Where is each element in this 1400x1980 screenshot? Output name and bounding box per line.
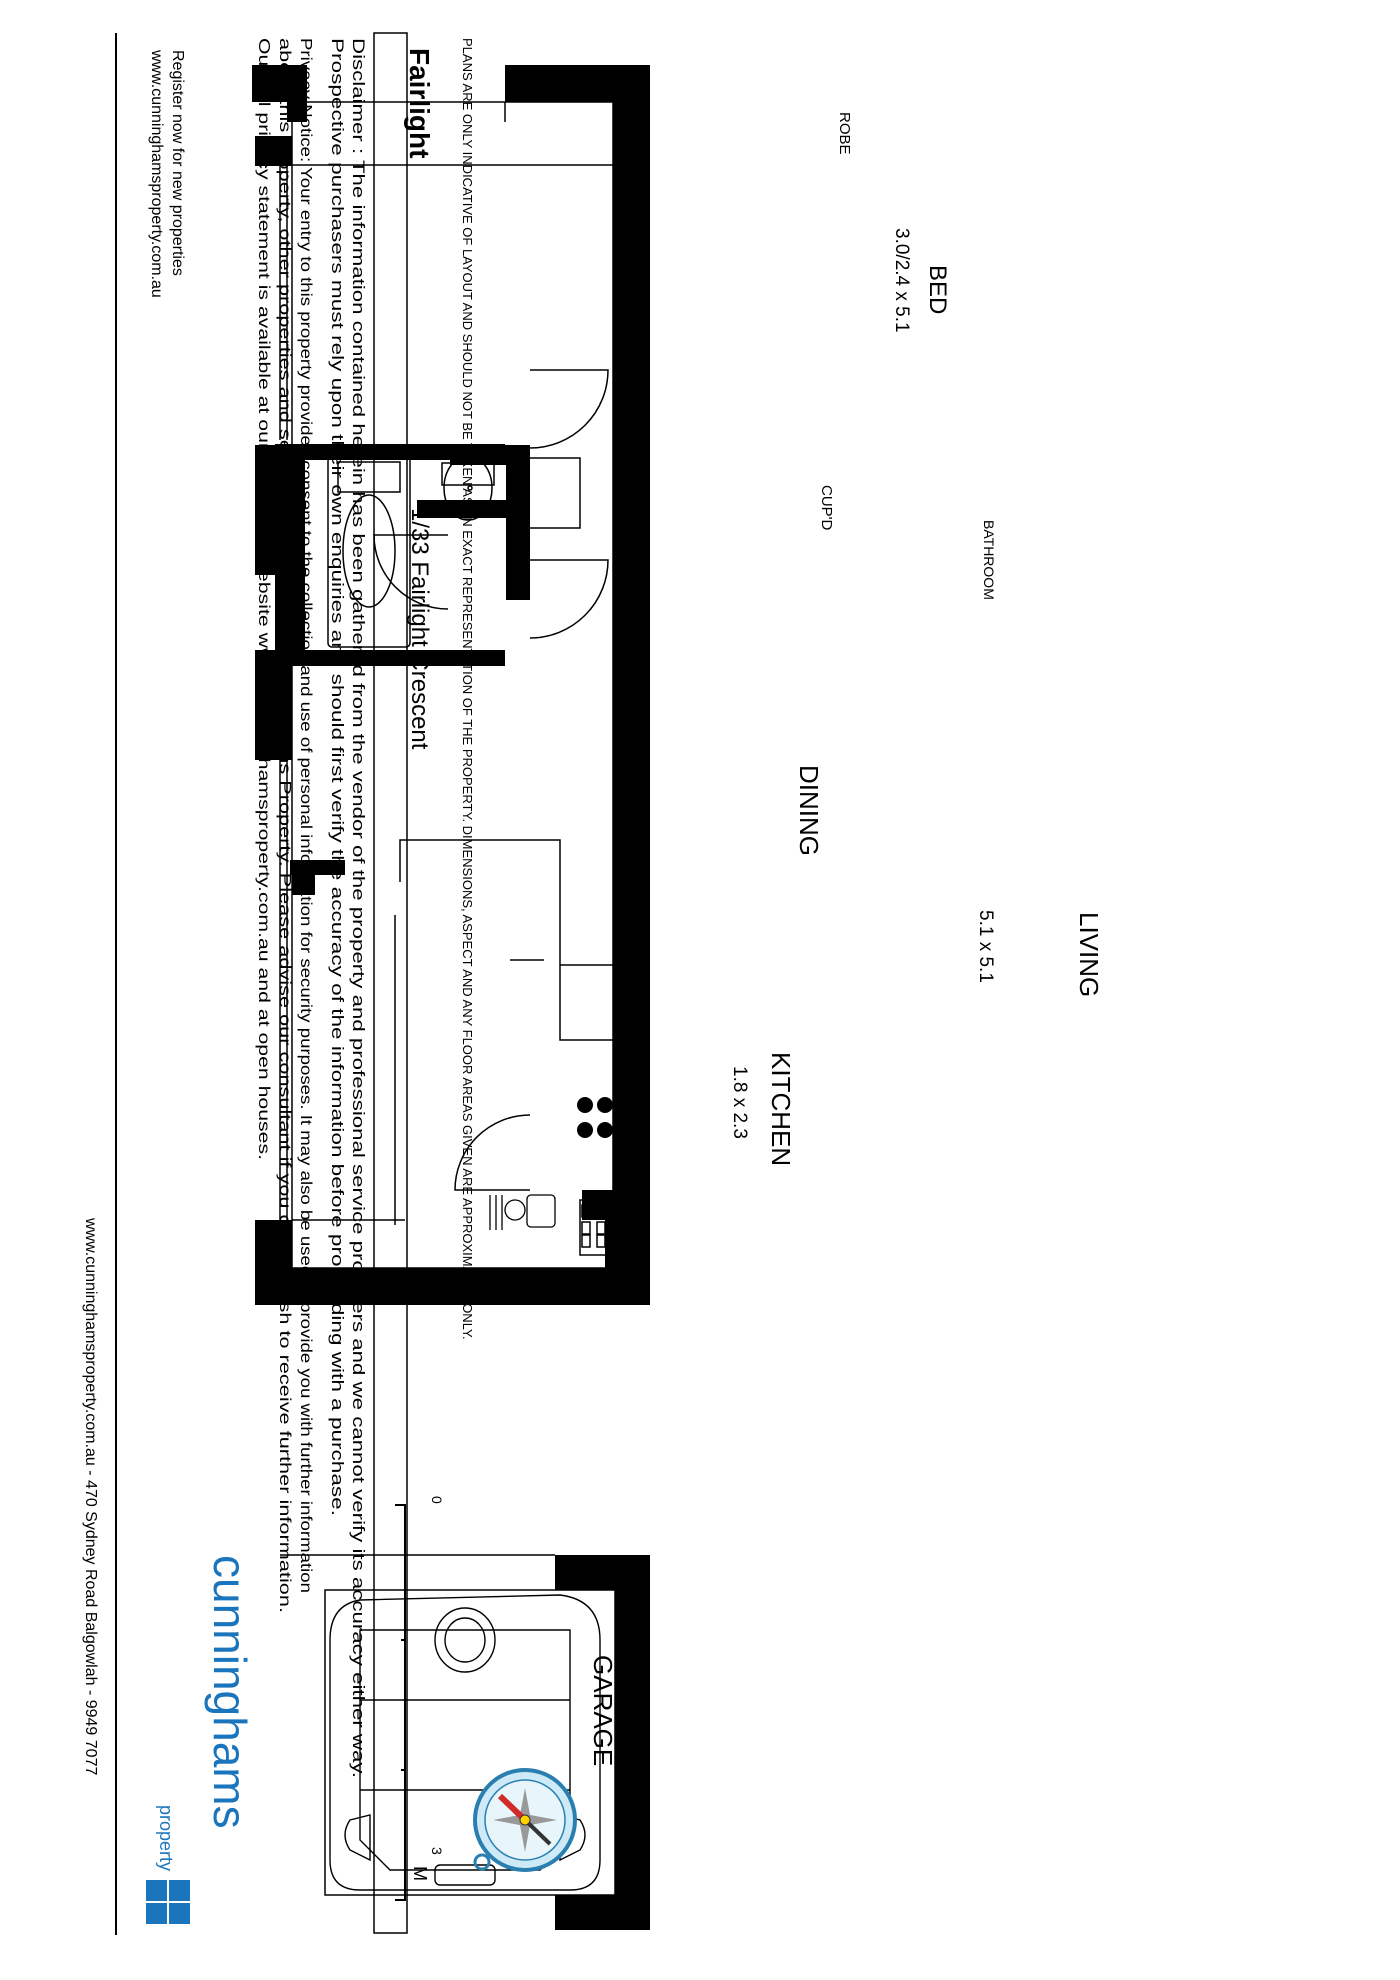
privacy-line-1: Privacy Notice: Your entry to this property provides consent to the collection and use of personal information for security purposes. It may also be used to provide you with further information xyxy=(297,38,314,1374)
privacy-line-3: Our full privacy statement is available at our office, our website www.cunninghamsproperty.com.au and at open houses. xyxy=(255,38,272,884)
living-dimensions: 5.1 x 5.1 xyxy=(975,910,996,983)
register-line-1: Register now for new properties xyxy=(169,50,186,276)
scale-end-label: 3 xyxy=(429,1847,445,1855)
brand-sub: property xyxy=(156,1805,176,1872)
scale-bar xyxy=(395,1505,405,1900)
privacy-line-2: about this property, other properties and services marketed by Cunninghams Property. Please advise our consultant if you do not wish to receive further information. xyxy=(276,38,293,1199)
kitchen-sink xyxy=(490,1195,555,1230)
brand-logo-icon xyxy=(146,1880,190,1924)
kitchen-dimensions: 1.8 x 2.3 xyxy=(729,1066,750,1139)
disclaimer-line-2: Prospective purchasers must rely upon their own enquiries and should first verify the accuracy of the information before proceeding with a purchase. xyxy=(328,38,347,1153)
brand-name: cunninghams xyxy=(204,1555,256,1829)
compass-icon xyxy=(475,1770,575,1870)
robe-label: ROBE xyxy=(836,112,853,155)
bathroom-label: BATHROOM xyxy=(981,520,997,600)
dining-label: DINING xyxy=(794,765,824,856)
footer-contact: www.cunninghamsproperty.com.au - 470 Sydney Road Balgowlah - 9949 7077 xyxy=(82,1218,99,1776)
register-line-2: www.cunninghamsproperty.com.au xyxy=(148,50,165,298)
plan-notice: PLANS ARE ONLY INDICATIVE OF LAYOUT AND SHOULD NOT BE TAKEN AS AN EXACT REPRESENTATION OF THE PROPERTY. DIMENSIONS, ASPECT AND ANY FLOOR AREAS GIVEN ARE APPROXIMATES ONLY. xyxy=(460,38,475,1340)
garage-label: GARAGE xyxy=(588,1655,618,1767)
bed-dimensions: 3.0/2.4 x 5.1 xyxy=(891,228,912,333)
kitchen-label: KITCHEN xyxy=(766,1052,796,1167)
living-label: LIVING xyxy=(1074,912,1104,998)
title-block xyxy=(374,33,407,1933)
scale-unit-label: M xyxy=(410,1866,430,1881)
scale-start-label: 0 xyxy=(429,1496,445,1504)
suburb-title: Fairlight xyxy=(404,48,435,159)
rotated-sheet xyxy=(116,33,650,1935)
cupd-label: CUP'D xyxy=(818,485,835,531)
hob-burners xyxy=(577,1097,613,1138)
property-address: 1/33 Fairlight Crescent xyxy=(406,508,433,750)
bed-label: BED xyxy=(924,265,951,315)
disclaimer-line-1: Disclaimer : The information contained herein has been gathered from the vendor of the property and professional service providers and we cannot verify its accuracy either way. xyxy=(349,38,368,1368)
